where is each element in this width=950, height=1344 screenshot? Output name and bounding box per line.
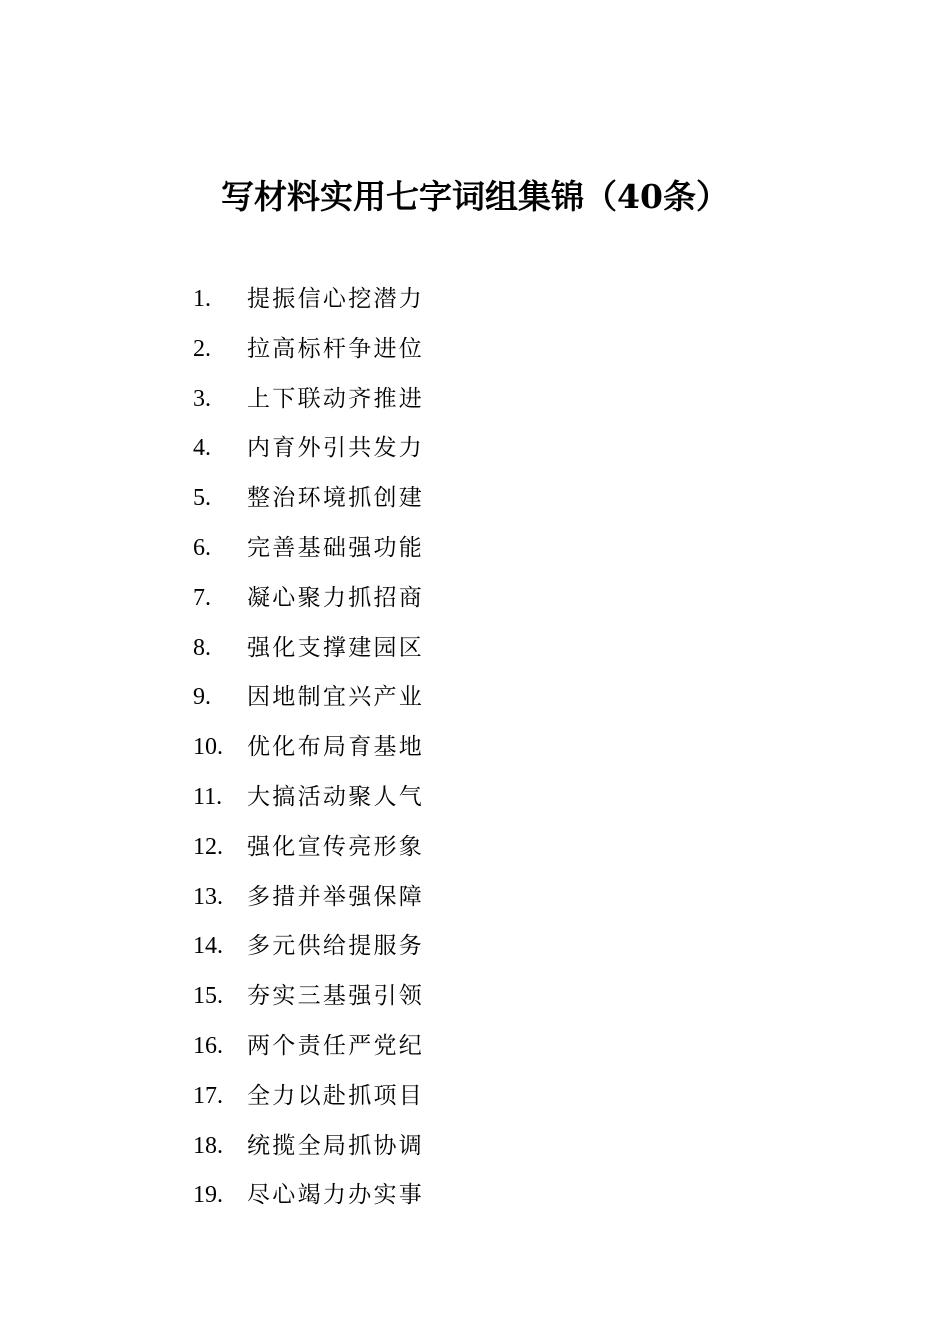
list-item [193, 723, 424, 773]
item-text: 夯实三基强引领 [247, 983, 425, 1010]
item-number: 1. [193, 286, 211, 312]
item-text: 上下联动齐推进 [247, 385, 425, 412]
list-item [193, 1171, 424, 1221]
item-number: 11. [193, 783, 223, 810]
list-item [193, 524, 424, 574]
phrase-list [193, 275, 424, 1221]
list-item [193, 1022, 424, 1072]
list-item [193, 673, 424, 723]
item-text: 因地制宜兴产业 [247, 684, 425, 711]
item-number: 3. [193, 385, 211, 412]
item-number: 5. [193, 485, 211, 512]
list-item [193, 873, 424, 923]
item-text: 拉高标杆争进位 [247, 335, 425, 362]
item-number: 4. [193, 435, 211, 462]
item-number: 15. [193, 983, 223, 1010]
item-text: 完善基础强功能 [247, 534, 425, 561]
item-text: 强化宣传亮形象 [247, 833, 425, 860]
item-text: 尽心竭力办实事 [247, 1182, 425, 1209]
item-text: 强化支撑建园区 [247, 634, 425, 661]
item-text: 多措并举强保障 [247, 883, 425, 910]
item-text: 提振信心挖潜力 [247, 286, 425, 312]
item-number: 2. [193, 335, 211, 362]
item-number: 13. [193, 883, 223, 910]
list-item [193, 972, 424, 1022]
item-number: 17. [193, 1082, 223, 1109]
item-text: 全力以赴抓项目 [247, 1082, 425, 1109]
item-number: 9. [193, 684, 211, 711]
list-item [193, 823, 424, 873]
item-text: 内育外引共发力 [247, 435, 425, 462]
item-text: 优化布局育基地 [247, 734, 425, 761]
item-text: 凝心聚力抓招商 [247, 584, 425, 611]
list-item [193, 773, 424, 823]
item-number: 12. [193, 833, 223, 860]
list-item [193, 574, 424, 624]
item-number: 16. [193, 1032, 223, 1059]
list-item [193, 1122, 424, 1172]
item-text: 统揽全局抓协调 [247, 1132, 425, 1159]
item-text: 大搞活动聚人气 [247, 783, 425, 810]
item-number: 18. [193, 1132, 223, 1159]
list-item [193, 424, 424, 474]
item-text: 两个责任严党纪 [247, 1032, 425, 1059]
list-item [193, 375, 424, 425]
list-item [193, 1072, 424, 1122]
list-item [193, 624, 424, 674]
item-number: 14. [193, 933, 223, 960]
item-text: 多元供给提服务 [247, 933, 425, 960]
document-title: 写材料实用七字词组集锦（40条） [221, 177, 729, 216]
list-item [193, 922, 424, 972]
item-text: 整治环境抓创建 [247, 485, 425, 512]
item-number: 7. [193, 584, 211, 611]
item-number: 6. [193, 534, 211, 561]
list-item [193, 474, 424, 524]
item-number: 8. [193, 634, 211, 661]
item-number: 19. [193, 1182, 223, 1209]
list-item [193, 325, 424, 375]
item-number: 10. [193, 734, 223, 761]
list-item [193, 275, 424, 325]
